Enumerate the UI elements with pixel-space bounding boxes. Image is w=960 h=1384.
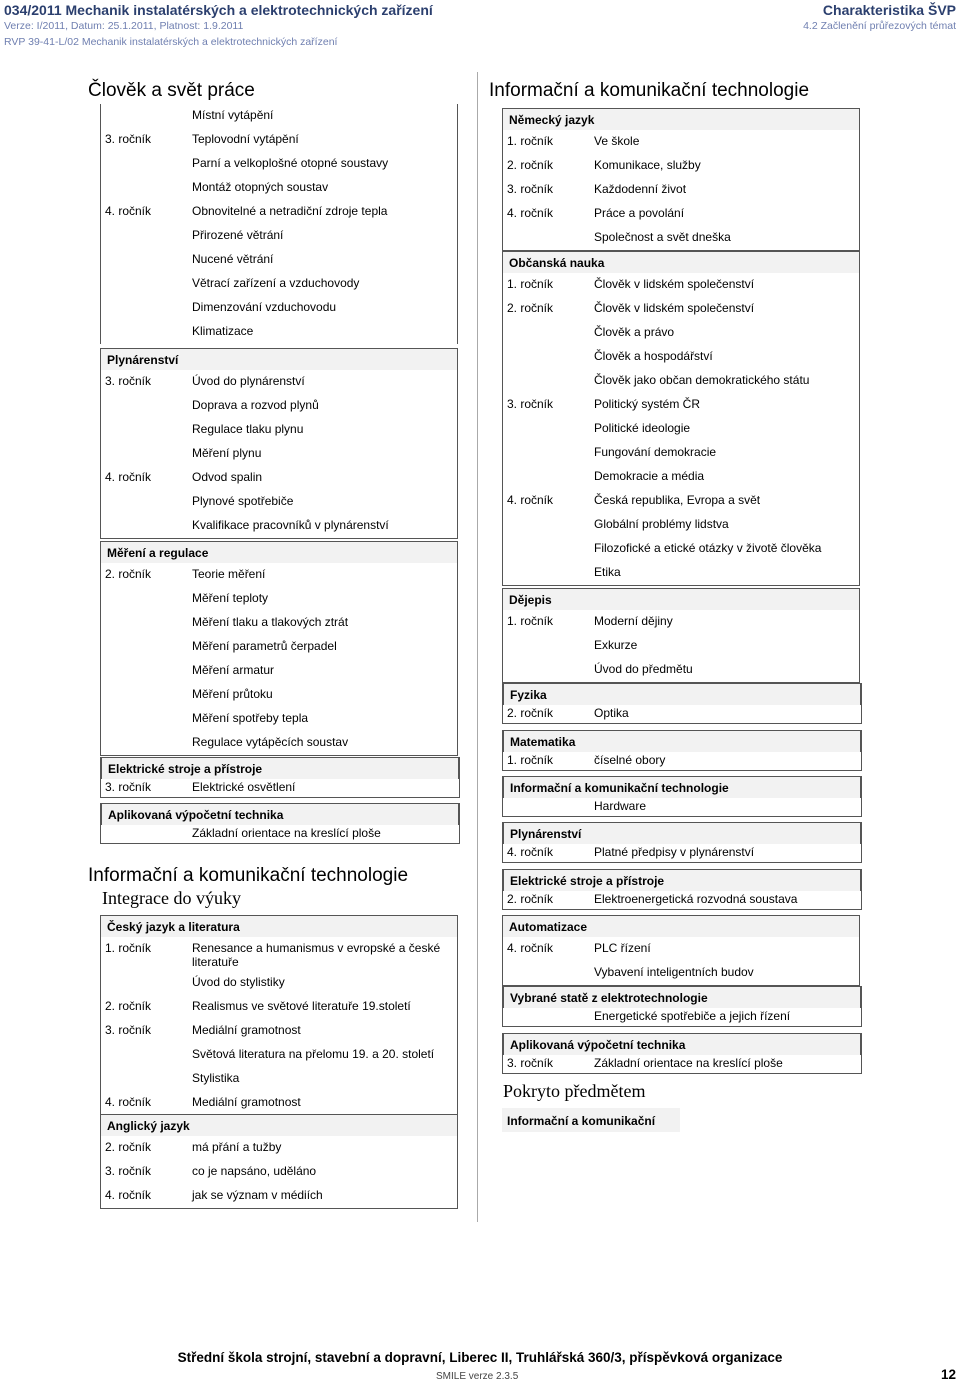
subject-header xyxy=(100,1114,458,1136)
subject-name: Informační a komunikační technologie xyxy=(510,781,729,795)
topic-label: Přirozené větrání xyxy=(192,228,284,242)
table-row xyxy=(502,961,860,985)
topic-label: Větrací zařízení a vzduchovody xyxy=(192,276,360,290)
topic-label: Parní a velkoplošné otopné soustavy xyxy=(192,156,389,170)
table-row xyxy=(100,937,458,971)
block-elektricke-stroje-right xyxy=(502,869,862,910)
table-row xyxy=(502,321,860,345)
table-row xyxy=(502,658,860,682)
subject-name: Aplikovaná výpočetní technika xyxy=(510,1038,686,1052)
topic-label: co je napsáno, uděláno xyxy=(192,1164,317,1178)
table-row xyxy=(503,1055,861,1073)
topic-label: Měření teploty xyxy=(192,591,269,605)
topic-label: Společnost a svět dneška xyxy=(594,230,731,244)
block-anglicky-jazyk xyxy=(100,1114,458,1210)
topic-label: PLC řízení xyxy=(594,941,651,955)
table-row xyxy=(100,320,458,344)
topic-label: Realismus ve světové literatuře 19.století xyxy=(192,999,411,1013)
topic-label: Kvalifikace pracovníků v plynárenství xyxy=(192,518,389,532)
topic-label: Měření plynu xyxy=(192,446,262,460)
year-label: 4. ročník xyxy=(105,204,152,218)
topic-label: Úvod do plynárenství xyxy=(192,374,305,388)
table-row xyxy=(100,394,458,418)
subject-name: Plynárenství xyxy=(107,353,179,367)
topic-label: Plynové spotřebiče xyxy=(192,494,294,508)
year-label: 2. ročník xyxy=(507,158,554,172)
year-label: 3. ročník xyxy=(105,374,152,388)
table-row xyxy=(100,683,458,707)
year-label: 2. ročník xyxy=(507,301,554,315)
topic-label: Klimatizace xyxy=(192,324,254,338)
table-row xyxy=(502,393,860,417)
section-title-ikt-left: Informační a komunikační technologie xyxy=(88,865,409,886)
year-label: 3. ročník xyxy=(105,1164,152,1178)
subject-header xyxy=(100,541,458,563)
table-row xyxy=(503,891,861,909)
block-ikt xyxy=(502,776,862,817)
chapter-title: Charakteristika ŠVP xyxy=(822,2,956,18)
topic-label: Hardware xyxy=(594,799,647,813)
subject-header xyxy=(502,251,860,273)
year-label: 2. ročník xyxy=(105,1140,152,1154)
subject-header xyxy=(100,915,458,937)
table-row xyxy=(502,465,860,489)
table-row xyxy=(100,995,458,1019)
table-row xyxy=(100,731,458,755)
table-row xyxy=(502,130,860,154)
topic-label: číselné obory xyxy=(594,753,666,767)
year-label: 1. ročník xyxy=(507,614,554,628)
table-row xyxy=(502,297,860,321)
topic-label: Dimenzování vzduchovodu xyxy=(192,300,337,314)
footer-school: Střední škola strojní, stavební a dopravní, Liberec II, Truhlářská 360/3, příspěvková organizace xyxy=(177,1350,783,1365)
block-matematika xyxy=(502,730,862,771)
topic-label: Elektroenergetická rozvodná soustava xyxy=(594,892,798,906)
table-row xyxy=(100,442,458,466)
block-bottom-rule xyxy=(502,585,860,587)
table-row xyxy=(502,345,860,369)
block-nemecky-jazyk xyxy=(502,108,860,252)
table-row xyxy=(100,587,458,611)
table-row xyxy=(502,513,860,537)
integrace-title: Integrace do výuky xyxy=(102,888,241,908)
topic-label: Základní orientace na kreslící ploše xyxy=(594,1056,783,1070)
topic-label: Optika xyxy=(594,706,629,720)
table-row xyxy=(100,1091,458,1115)
topic-label: Komunikace, služby xyxy=(594,158,701,172)
pokryto-item-label: Informační a komunikační xyxy=(507,1114,656,1128)
year-label: 4. ročník xyxy=(507,206,554,220)
table-row xyxy=(503,844,861,862)
topic-label: Politický systém ČR xyxy=(594,397,701,411)
subject-header xyxy=(101,803,459,825)
subject-header xyxy=(502,108,860,130)
topic-label: Elektrické osvětlení xyxy=(192,780,296,794)
block-mereni-a-regulace xyxy=(100,541,458,757)
topic-label: Úvod do stylistiky xyxy=(192,975,285,989)
subject-name: Měření a regulace xyxy=(107,546,209,560)
subject-name: Německý jazyk xyxy=(509,113,595,127)
topic-label: Práce a povolání xyxy=(594,206,685,220)
section-title-ikt-right: Informační a komunikační technologie xyxy=(489,80,810,101)
subject-name: Český jazyk a literatura xyxy=(107,920,240,934)
table-row xyxy=(100,1067,458,1091)
subject-header xyxy=(503,683,861,705)
topic-label: Česká republika, Evropa a svět xyxy=(594,493,761,507)
topic-label: jak se význam v médiích xyxy=(192,1188,323,1202)
table-row xyxy=(100,104,458,128)
topic-label: Renesance a humanismus v evropské a české literatuře xyxy=(192,941,441,969)
topic-label: má přání a tužby xyxy=(192,1140,282,1154)
topic-label: Člověk jako občan demokratického státu xyxy=(594,373,810,387)
table-row xyxy=(503,705,861,723)
subject-header xyxy=(503,986,861,1008)
table-row xyxy=(502,154,860,178)
block-avt-right xyxy=(502,1033,862,1074)
subject-header xyxy=(502,915,860,937)
block-clovek-a-svet-prace xyxy=(100,104,458,344)
year-label: 4. ročník xyxy=(105,1095,152,1109)
topic-label: Demokracie a média xyxy=(594,469,705,483)
table-row xyxy=(100,176,458,200)
year-label: 1. ročník xyxy=(507,134,554,148)
table-row xyxy=(100,224,458,248)
subject-name: Elektrické stroje a přístroje xyxy=(108,762,263,776)
block-vybrane-state xyxy=(502,986,862,1027)
topic-label: Politické ideologie xyxy=(594,421,691,435)
subject-header xyxy=(503,730,861,752)
page-number: 12 xyxy=(940,1367,956,1382)
block-plynarenstvi-right xyxy=(502,822,862,863)
table-row xyxy=(502,489,860,513)
year-label: 2. ročník xyxy=(507,706,554,720)
table-row xyxy=(502,937,860,961)
block-cesky-jazyk xyxy=(100,915,458,1117)
block-elektricke-stroje xyxy=(100,757,460,798)
topic-label: Člověk a právo xyxy=(594,325,675,339)
document-title: 034/2011 Mechanik instalatérských a elektrotechnických zařízení xyxy=(4,2,433,18)
table-row xyxy=(100,370,458,394)
year-label: 3. ročník xyxy=(507,397,554,411)
topic-label: Měření spotřeby tepla xyxy=(192,711,309,725)
year-label: 4. ročník xyxy=(507,845,554,859)
topic-label: Úvod do předmětu xyxy=(594,662,693,676)
year-label: 1. ročník xyxy=(105,941,152,955)
topic-label: Obnovitelné a netradiční zdroje tepla xyxy=(192,204,388,218)
block-aplikovana-vypocetni-technika xyxy=(100,803,460,844)
table-row xyxy=(502,417,860,441)
subject-header xyxy=(503,869,861,891)
table-row xyxy=(502,226,860,250)
table-row xyxy=(100,659,458,683)
table-row xyxy=(502,634,860,658)
year-label: 2. ročník xyxy=(105,567,152,581)
topic-label: Globální problémy lidstva xyxy=(594,517,729,531)
year-label: 3. ročník xyxy=(507,182,554,196)
year-label: 4. ročník xyxy=(105,1188,152,1202)
table-row xyxy=(100,296,458,320)
topic-label: Platné předpisy v plynárenství xyxy=(594,845,755,859)
topic-label: Odvod spalin xyxy=(192,470,263,484)
block-fyzika xyxy=(502,683,862,724)
table-row xyxy=(100,707,458,731)
table-row xyxy=(503,798,861,816)
table-row xyxy=(100,1043,458,1067)
table-row xyxy=(100,466,458,490)
year-label: 3. ročník xyxy=(105,132,152,146)
topic-label: Doprava a rozvod plynů xyxy=(192,398,319,412)
table-row xyxy=(502,178,860,202)
year-label: 3. ročník xyxy=(105,1023,152,1037)
version-info: Verze: I/2011, Datum: 25.1.2011, Platnost: 1.9.2011 xyxy=(4,20,244,32)
table-row xyxy=(100,1136,458,1160)
year-label: 3. ročník xyxy=(105,780,152,794)
year-label: 4. ročník xyxy=(507,941,554,955)
pokryto-item xyxy=(502,1108,680,1132)
subject-header xyxy=(502,588,860,610)
table-row xyxy=(503,752,861,770)
topic-label: Měření tlaku a tlakových ztrát xyxy=(192,615,349,629)
year-label: 2. ročník xyxy=(105,999,152,1013)
footer-smile-version: SMILE verze 2.3.5 xyxy=(436,1371,519,1382)
topic-label: Energetické spotřebiče a jejich řízení xyxy=(594,1009,791,1023)
table-row xyxy=(101,779,459,797)
topic-label: Ve škole xyxy=(594,134,640,148)
year-label: 4. ročník xyxy=(105,470,152,484)
block-automatizace xyxy=(502,915,860,987)
table-row xyxy=(502,537,860,561)
table-row xyxy=(100,272,458,296)
table-row xyxy=(100,248,458,272)
subject-name: Automatizace xyxy=(509,920,588,934)
subject-name: Dějepis xyxy=(509,593,552,607)
column-divider xyxy=(477,72,478,1222)
topic-label: Měření armatur xyxy=(192,663,275,677)
topic-label: Člověk a hospodářství xyxy=(594,349,713,363)
table-row xyxy=(502,369,860,393)
subject-header xyxy=(101,757,459,779)
topic-label: Filozofické a etické otázky v životě člověka xyxy=(594,541,822,555)
table-row xyxy=(502,202,860,226)
subject-header xyxy=(503,1033,861,1055)
table-row xyxy=(100,1160,458,1184)
topic-label: Nucené větrání xyxy=(192,252,274,266)
table-row xyxy=(100,152,458,176)
section-title-clovek-a-svet-prace: Člověk a svět práce xyxy=(88,80,255,101)
section-subtitle: 4.2 Začlenění průřezových témat xyxy=(803,20,956,32)
topic-label: Fungování demokracie xyxy=(594,445,717,459)
topic-label: Každodenní život xyxy=(594,182,687,196)
table-row xyxy=(100,490,458,514)
topic-label: Člověk v lidském společenství xyxy=(594,301,755,315)
table-row xyxy=(101,825,459,843)
pokryto-title: Pokryto předmětem xyxy=(503,1081,646,1101)
topic-label: Exkurze xyxy=(594,638,638,652)
table-row xyxy=(100,563,458,587)
subject-name: Elektrické stroje a přístroje xyxy=(510,874,665,888)
subject-header xyxy=(503,822,861,844)
year-label: 1. ročník xyxy=(507,277,554,291)
topic-label: Mediální gramotnost xyxy=(192,1023,301,1037)
table-row xyxy=(100,514,458,538)
topic-label: Montáž otopných soustav xyxy=(192,180,329,194)
topic-label: Mediální gramotnost xyxy=(192,1095,301,1109)
topic-label: Etika xyxy=(594,565,621,579)
block-bottom-rule xyxy=(100,538,458,540)
topic-label: Měření průtoku xyxy=(192,687,273,701)
year-label: 3. ročník xyxy=(507,1056,554,1070)
subject-name: Anglický jazyk xyxy=(107,1119,190,1133)
topic-label: Stylistika xyxy=(192,1071,240,1085)
table-row xyxy=(100,1019,458,1043)
year-label: 4. ročník xyxy=(507,493,554,507)
table-row xyxy=(502,441,860,465)
table-row xyxy=(502,561,860,585)
topic-label: Moderní dějiny xyxy=(594,614,673,628)
topic-label: Teorie měření xyxy=(192,567,266,581)
table-row xyxy=(503,1008,861,1026)
table-row xyxy=(100,1184,458,1208)
subject-name: Fyzika xyxy=(510,688,547,702)
block-dejepis xyxy=(502,588,860,684)
table-row xyxy=(100,418,458,442)
subject-name: Plynárenství xyxy=(510,827,582,841)
subject-header xyxy=(100,348,458,370)
year-label: 1. ročník xyxy=(507,753,554,767)
table-row xyxy=(100,611,458,635)
table-row xyxy=(100,635,458,659)
topic-label: Místní vytápění xyxy=(192,108,274,122)
block-plynarenstvi xyxy=(100,348,458,540)
table-row xyxy=(100,128,458,152)
year-label: 2. ročník xyxy=(507,892,554,906)
subject-name: Občanská nauka xyxy=(509,256,605,270)
block-bottom-rule xyxy=(100,1208,458,1210)
subject-name: Matematika xyxy=(510,735,576,749)
rvp-info: RVP 39-41-L/02 Mechanik instalatérských a elektrotechnických zařízení xyxy=(4,36,338,48)
topic-label: Teplovodní vytápění xyxy=(192,132,299,146)
subject-header xyxy=(503,776,861,798)
table-row xyxy=(100,971,458,995)
topic-label: Regulace tlaku plynu xyxy=(192,422,304,436)
topic-label: Základní orientace na kreslící ploše xyxy=(192,826,381,840)
topic-label: Vybavení inteligentních budov xyxy=(594,965,754,979)
topic-label: Měření parametrů čerpadel xyxy=(192,639,337,653)
table-row xyxy=(502,610,860,634)
subject-name: Aplikovaná výpočetní technika xyxy=(108,808,284,822)
table-row xyxy=(100,200,458,224)
subject-name: Vybrané statě z elektrotechnologie xyxy=(510,991,708,1005)
topic-label: Člověk v lidském společenství xyxy=(594,277,755,291)
topic-label: Světová literatura na přelomu 19. a 20. století xyxy=(192,1047,435,1061)
block-obcanska-nauka xyxy=(502,251,860,587)
table-row xyxy=(502,273,860,297)
topic-label: Regulace vytápěcích soustav xyxy=(192,735,349,749)
